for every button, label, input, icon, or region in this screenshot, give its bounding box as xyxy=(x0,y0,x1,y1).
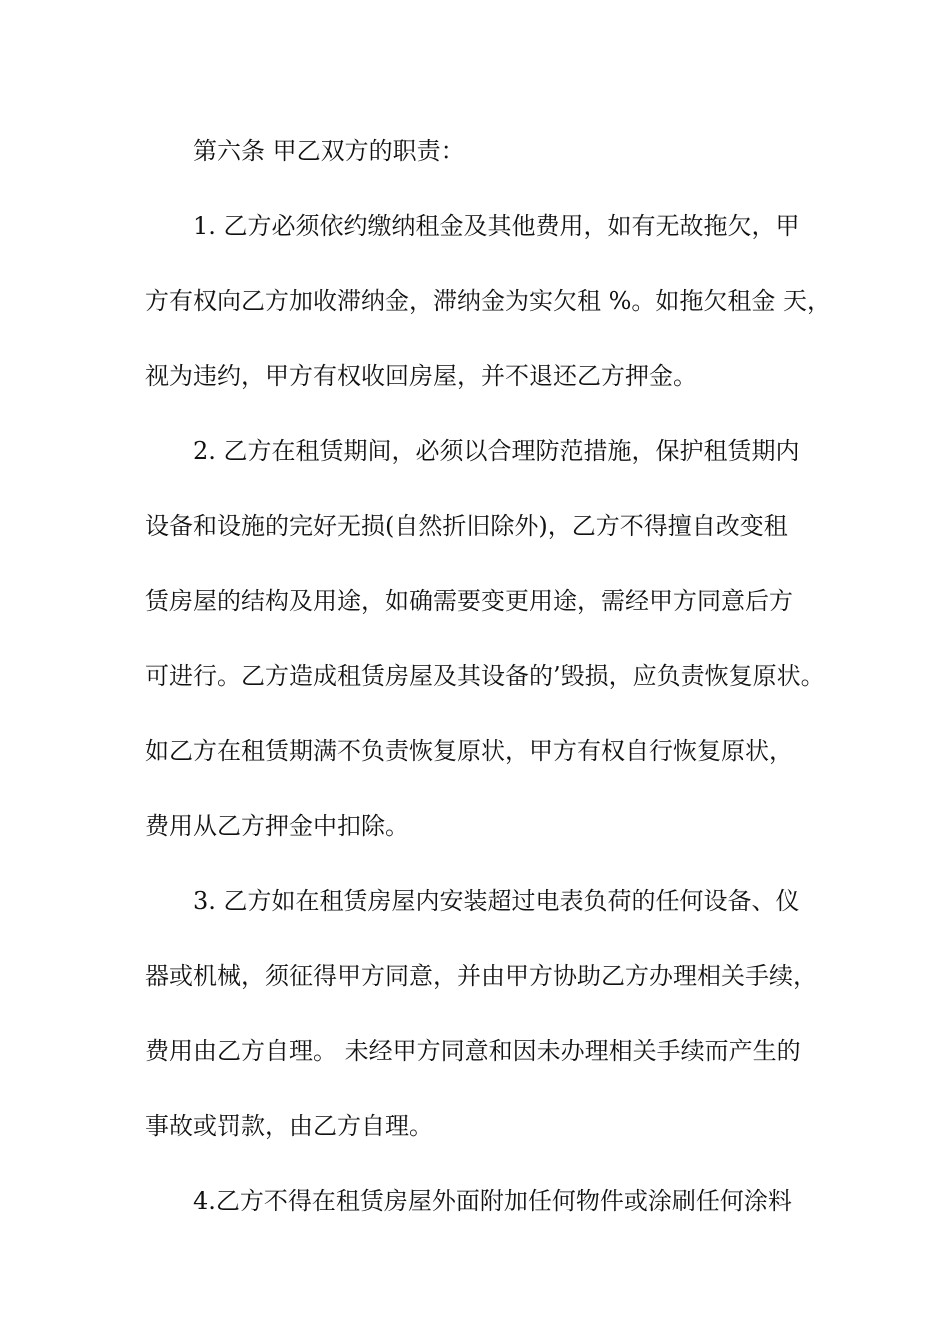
paragraph-line: 器或机械，须征得甲方同意，并由甲方协助乙方办理相关手续， xyxy=(145,962,817,990)
paragraph-line: 赁房屋的结构及用途，如确需要变更用途，需经甲方同意后方 xyxy=(145,587,793,615)
paragraph-line: 设备和设施的完好无损(自然折旧除外)，乙方不得擅自改变租 xyxy=(145,512,788,540)
paragraph-line: 方有权向乙方加收滞纳金，滞纳金为实欠租 %。如拖欠租金 天， xyxy=(145,287,832,315)
paragraph-line: 事故或罚款，由乙方自理。 xyxy=(145,1112,433,1140)
article-heading: 第六条 甲乙双方的职责： xyxy=(193,137,465,165)
paragraph-line: 如乙方在租赁期满不负责恢复原状，甲方有权自行恢复原状， xyxy=(145,737,793,765)
paragraph-line: 1. 乙方必须依约缴纳租金及其他费用，如有无故拖欠，甲 xyxy=(193,212,800,240)
paragraph-line: 费用从乙方押金中扣除。 xyxy=(145,812,409,840)
paragraph-line: 视为违约，甲方有权收回房屋，并不退还乙方押金。 xyxy=(145,362,697,390)
paragraph-line: 可进行。乙方造成租赁房屋及其设备的’毁损，应负责恢复原状。 xyxy=(145,662,825,690)
paragraph-line: 4.乙方不得在租赁房屋外面附加任何物件或涂刷任何涂料 xyxy=(193,1187,792,1215)
paragraph-line: 费用由乙方自理。 未经甲方同意和因未办理相关手续而产生的 xyxy=(145,1037,801,1065)
paragraph-line: 3. 乙方如在租赁房屋内安装超过电表负荷的任何设备、仪 xyxy=(193,887,800,915)
paragraph-line: 2. 乙方在租赁期间，必须以合理防范措施，保护租赁期内 xyxy=(193,437,800,465)
